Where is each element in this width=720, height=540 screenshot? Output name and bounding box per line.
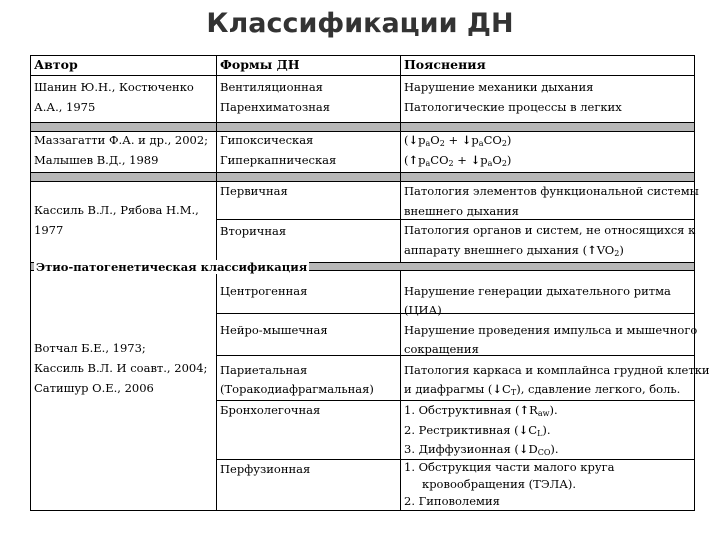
- row4-note-parietal-text-b: ), сдавление легкого, боль.: [516, 382, 681, 396]
- row4-note-perfusion-1b: кровообращения (ТЭЛА).: [422, 477, 577, 491]
- row4-author-line3: Сатишур О.Е., 2006: [34, 381, 154, 395]
- row4-author-line1: Вотчал Б.Е., 1973;: [34, 341, 146, 355]
- table-border-top: [30, 55, 695, 56]
- row3-note-secondary-line2: аппарату внешнего дыхания $(↑VO_2)$: [404, 243, 624, 258]
- row1-form-line1: Вентиляционная: [220, 80, 323, 94]
- row4-note-perfusion-2: 2. Гиповолемия: [404, 494, 500, 508]
- row4-form-central: Центрогенная: [220, 284, 308, 298]
- row3-note-primary-line2: внешнего дыхания: [404, 204, 519, 218]
- row4-form-bronchopulmonary: Бронхолегочная: [220, 403, 321, 417]
- etio-classification-title: Этио-патогенетическая классификация: [36, 260, 308, 274]
- row2-form-line1: Гипоксическая: [220, 133, 314, 147]
- row4-note-broncho-1-text: 1. Обструктивная (: [404, 403, 520, 417]
- row4-note-central-line1: Нарушение генерации дыхательного ритма: [404, 284, 671, 298]
- column-divider: [400, 270, 401, 510]
- row4-form-perfusion: Перфузионная: [220, 462, 311, 476]
- table-border-right: [694, 55, 695, 510]
- row2-note-formula-hypoxic: ($↓p_aO_2$ + $↓p_aCO_2$): [404, 133, 512, 148]
- row4-note-broncho-2: 2. Рестриктивная $(↓C_L)$.: [404, 423, 551, 438]
- row3-note-secondary-line1: Патология органов и систем, не относящихся к: [404, 223, 696, 237]
- row2-form-line2: Гиперкапническая: [220, 153, 337, 167]
- row4-note-broncho-1: 1. Обструктивная $(↑R_{aw})$.: [404, 403, 558, 418]
- row2-author-line1: Маззагатти Ф.А. и др., 2002;: [34, 133, 209, 147]
- row3-author-line2: 1977: [34, 223, 64, 237]
- row4-note-parietal-text-a: и диафрагмы (: [404, 382, 493, 396]
- header-notes: Пояснения: [404, 57, 486, 72]
- row1-author-line1: Шанин Ю.Н., Костюченко: [34, 80, 194, 94]
- row2-note-formula-hypercapnic: ($↑p_aCO_2$ + $↓p_aO_2$): [404, 153, 512, 168]
- row4-note-parietal-line1: Патология каркаса и комплайнса грудной клетки: [404, 363, 710, 377]
- row4-note-central-line2: (ЦИА): [404, 303, 442, 317]
- header-author: Автор: [34, 57, 78, 72]
- row4-form-neuromuscular: Нейро-мышечная: [220, 323, 328, 337]
- row1-form-line2: Паренхиматозная: [220, 100, 331, 114]
- header-underline: [30, 75, 695, 76]
- row1-author-line2: А.А., 1975: [34, 100, 96, 114]
- header-forms: Формы ДН: [220, 57, 300, 72]
- table-border-left: [30, 55, 31, 510]
- row-line: [30, 122, 695, 123]
- row1-note-line2: Патологические процессы в легких: [404, 100, 622, 114]
- row-line: [216, 313, 695, 314]
- page-title: Классификации ДН: [206, 8, 514, 39]
- row4-note-parietal-line2: и диафрагмы $(↓C_T)$, сдавление легкого, боль.: [404, 382, 681, 397]
- row-line: [30, 172, 695, 173]
- row4-note-neuro-line1: Нарушение проведения импульса и мышечного: [404, 323, 698, 337]
- row4-note-perfusion-1: 1. Обструкция части малого круга: [404, 460, 615, 474]
- row4-note-neuro-line2: сокращения: [404, 342, 479, 356]
- row3-form-primary: Первичная: [220, 184, 288, 198]
- table-border-bottom: [30, 510, 695, 511]
- row3-note-secondary-text: аппарату внешнего дыхания (: [404, 243, 588, 257]
- row-separator: [30, 172, 695, 181]
- row3-note-primary-line1: Патология элементов функциональной системы: [404, 184, 699, 198]
- row4-form-parietal-line1: Париетальная: [220, 363, 308, 377]
- row4-note-broncho-3-text: 3. Диффузионная (: [404, 442, 519, 456]
- classification-table: [30, 55, 710, 510]
- column-divider: [400, 55, 401, 262]
- row3-form-secondary: Вторичная: [220, 224, 287, 238]
- row1-note-line1: Нарушение механики дыхания: [404, 80, 594, 94]
- row4-note-broncho-2-text: 2. Рестриктивная (: [404, 423, 519, 437]
- row4-author-line2: Кассиль В.Л. И соавт., 2004;: [34, 361, 208, 375]
- row2-author-line2: Малышев В.Д., 1989: [34, 153, 159, 167]
- column-divider: [216, 270, 217, 510]
- column-divider: [216, 55, 217, 262]
- row4-note-broncho-3: 3. Диффузионная $(↓D_{CO})$.: [404, 442, 559, 457]
- row4-form-parietal-line2: (Торакодиафрагмальная): [220, 382, 374, 396]
- row3-author-line1: Кассиль В.Л., Рябова Н.М.,: [34, 203, 199, 217]
